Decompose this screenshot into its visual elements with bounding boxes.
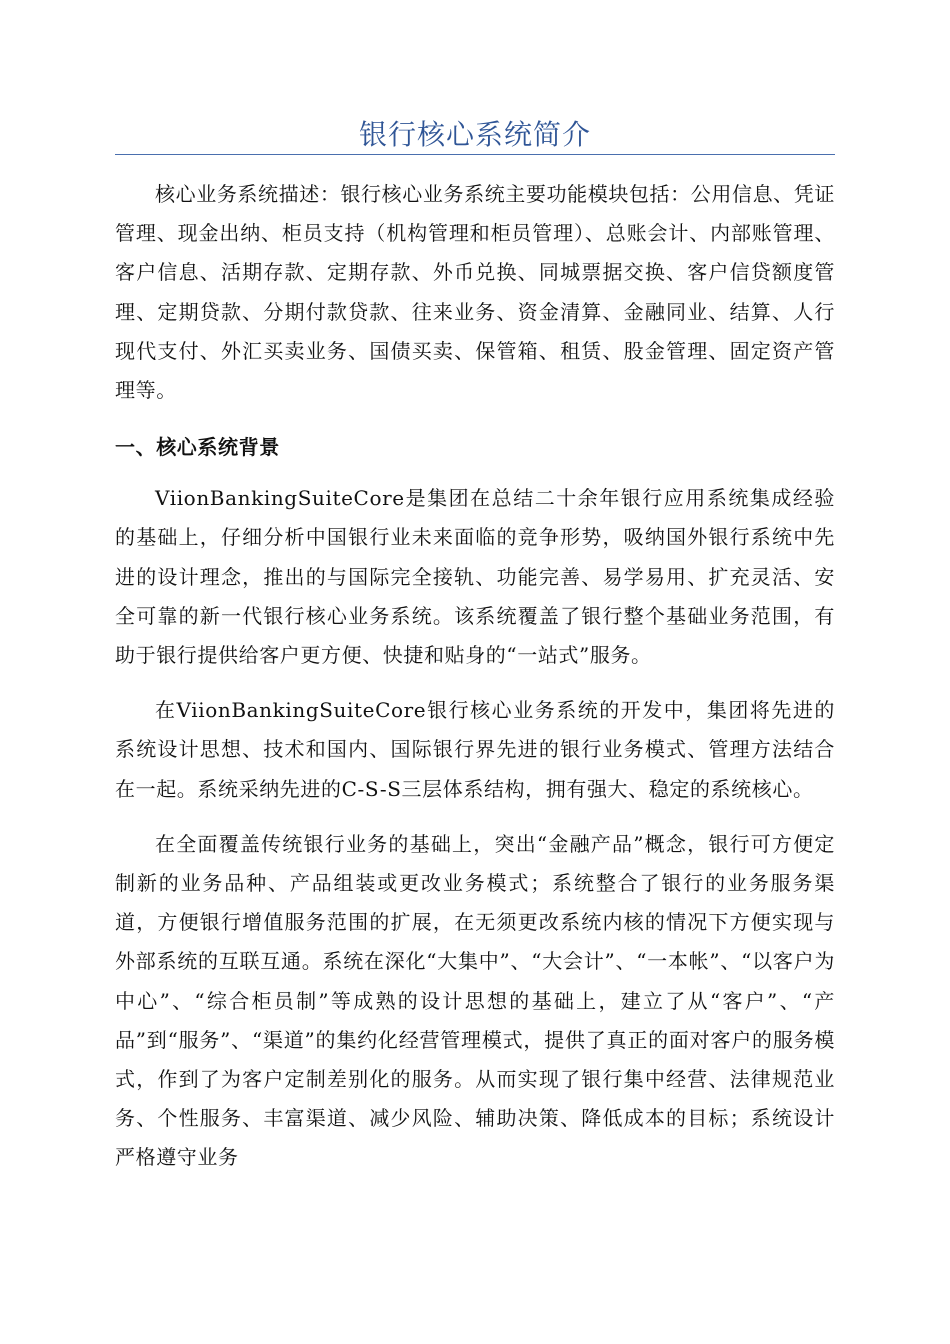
body-paragraph-1: ViionBankingSuiteCore是集团在总结二十余年银行应用系统集成经验的基础上，仔细分析中国银行业未来面临的竞争形势，吸纳国外银行系统中先进的设计理念，推出的与国际完全接轨、功能完善、易学易用、扩充灵活、安全可靠的新一代银行核心业务系统。该系统覆盖了银行整个基础业务范围，有助于银行提供给客户更方便、快捷和贴身的“一站式”服务。 [115, 486, 835, 668]
section-heading-background: 一、核心系统背景 [115, 435, 280, 460]
intro-paragraph: 核心业务系统描述：银行核心业务系统主要功能模块包括：公用信息、凭证管理、现金出纳、柜员支持（机构管理和柜员管理）、总账会计、内部账管理、客户信息、活期存款、定期存款、外币兑换、同城票据交换、客户信贷额度管理、定期贷款、分期付款贷款、往来业务、资金清算、金融同业、结算、人行现代支付、外汇买卖业务、国债买卖、保管箱、租赁、股金管理、固定资产管理等。 [115, 182, 835, 403]
body-paragraph-2: 在ViionBankingSuiteCore银行核心业务系统的开发中，集团将先进的系统设计思想、技术和国内、国际银行界先进的银行业务模式、管理方法结合在一起。系统采纳先进的C-S-S三层体系结构，拥有强大、稳定的系统核心。 [115, 698, 835, 801]
document-title: 银行核心系统简介 [358, 118, 591, 151]
body-paragraph-3: 在全面覆盖传统银行业务的基础上，突出“金融产品”概念，银行可方便定制新的业务品种、产品组装或更改业务模式；系统整合了银行的业务服务渠道，方便银行增值服务范围的扩展，在无须更改系统内核的情况下方便实现与外部系统的互联互通。系统在深化“大集中”、“大会计”、“一本帐”、“以客户为中心”、“综合柜员制”等成熟的设计思想的基础上，建立了从“客户”、“产品”到“服务”、“渠道”的集约化经营管理模式，提供了真正的面对客户的服务模式，作到了为客户定制差别化的服务。从而实现了银行集中经营、法律规范业务、个性服务、丰富渠道、减少风险、辅助决策、降低成本的目标；系统设计严格遵守业务 [115, 831, 835, 1170]
document-page [115, 0, 835, 1178]
title-underline [115, 154, 835, 155]
